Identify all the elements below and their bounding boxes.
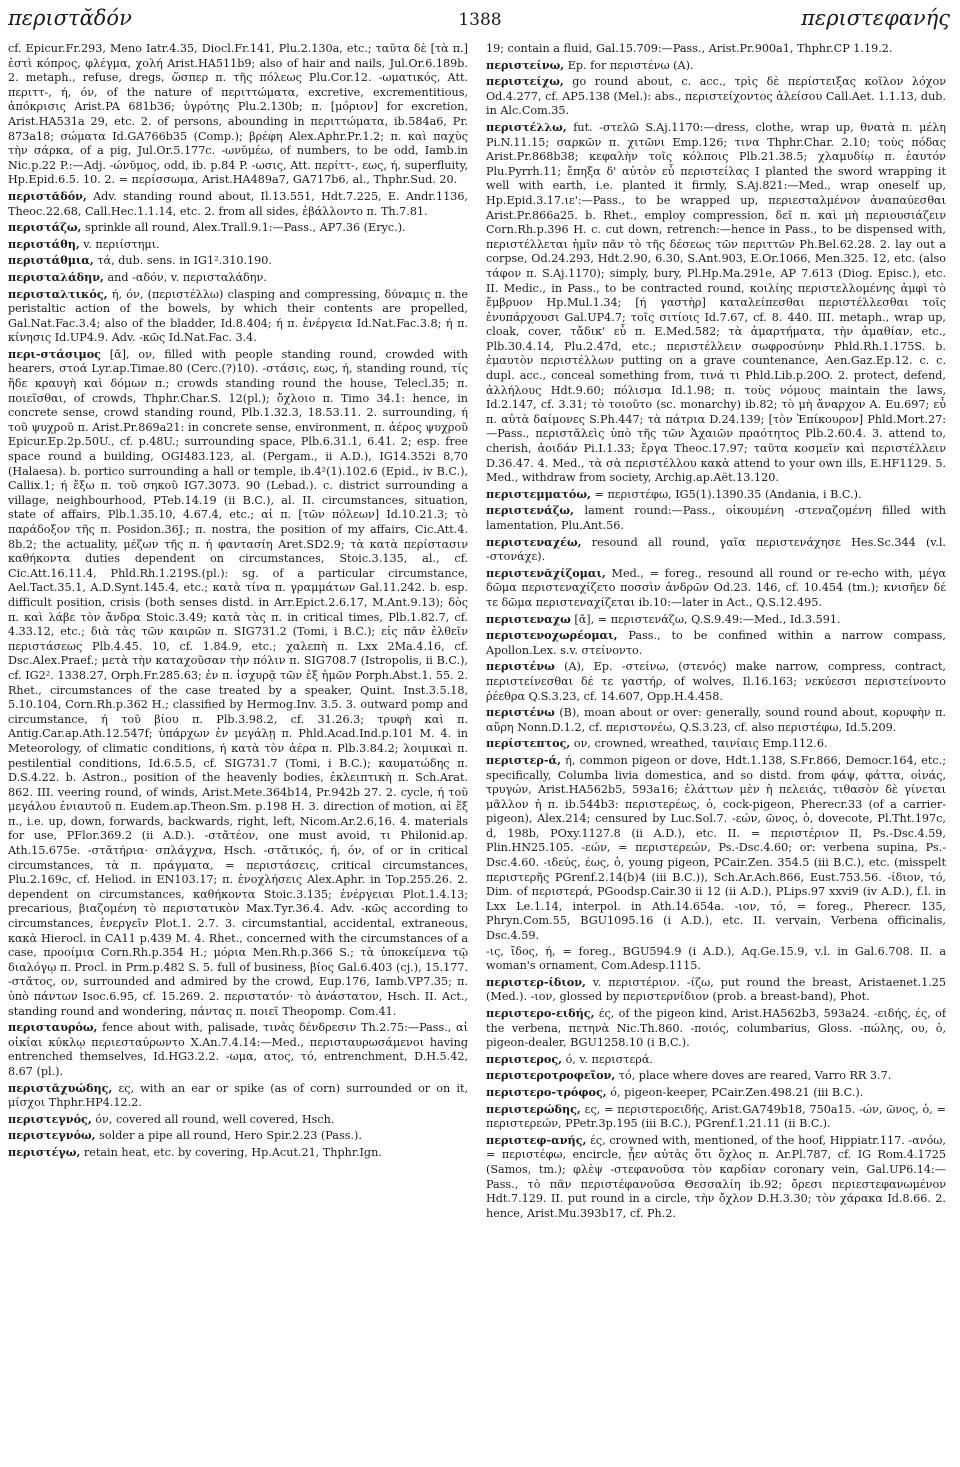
entry-headword: περιστερ-ίδιον, (486, 974, 586, 989)
dictionary-entry (8, 237, 468, 253)
dictionary-entry (486, 42, 946, 57)
entry-headword: περισταλτικός, (8, 286, 108, 301)
entry-headword: περισταυρόω, (8, 1020, 98, 1035)
dictionary-entry (486, 1085, 946, 1101)
dictionary-entry (486, 120, 946, 486)
dictionary-entry (486, 1068, 946, 1084)
dictionary-entry (8, 270, 468, 286)
dictionary-entry (486, 1052, 946, 1068)
entry-definition: (B), moan about or over: generally, sound round about, κορυφὴν π. αὔρη Nonn.D.1.2, cf. περιστονέω, Q.S.3.23, cf. also περιστέφω, Id.5.209. (486, 706, 946, 734)
dictionary-entry (486, 1102, 946, 1132)
dictionary-entry (8, 287, 468, 346)
entry-definition: [ᾰ], = περιστενάζω, Q.S.9.49:—Med., Id.3.591. (570, 612, 841, 626)
entry-definition: v. περιίστημι. (79, 237, 160, 251)
dictionary-entry (486, 975, 946, 1005)
dictionary-entry (8, 1020, 468, 1079)
dictionary-entry (486, 487, 946, 503)
entry-headword: περιστένω (486, 659, 555, 674)
entry-definition: ή, όν, (περιστέλλω) clasping and compressing, δύναμις π. the peristaltic action of the bowels, by which their contents are propelled, Gal.Nat.Fac.3.4; also of the bladder, Id.8.404; ή π. ἐνέργεια Id.Nat.Fac.3.8; ή π. κίνησις Id.UP4.9. Adv. -κῶς Id.Nat.Fac. 3.4. (8, 287, 468, 345)
entry-headword: περιστενάζω, (486, 503, 574, 518)
entry-headword: περιστεφ-ανής, (486, 1132, 587, 1147)
entry-definition: resound all round, γαῖα περιστενάχησε Hes.Sc.344 (v.l. -στονάχε). (486, 535, 946, 564)
entry-definition: (A), Ep. -στείνω, (στενός) make narrow, compress, contract, περιστείνεσθαι δέ τε γαστήρ, of wolves, Il.16.163; νεκύεσσι περιστείνοντο ῥέεθρα Q.S.3.23, cf. 14.607, Opp.H.4.458. (486, 660, 946, 703)
dictionary-entry (486, 736, 946, 752)
entry-headword: περιστένω (486, 705, 555, 720)
entry-headword: περιστεγνός, (8, 1111, 92, 1126)
entry-definition: όν, covered all round, well covered, Hsch. (91, 1112, 335, 1126)
entry-headword: περισταλάδην, (8, 269, 104, 284)
entry-definition: ες, = περιστεροειδής, Arist.GA749b18, 750a15. -ών, ῶνος, ὁ, = περιστερεών, PPetr.3p.195 (iii B.C.), PGrenf.1.21.11 (ii B.C.). (486, 1102, 946, 1131)
entry-headword: περιστᾰδόν, (8, 188, 87, 203)
entry-definition: ον, crowned, wreathed, ταινίαις Emp.112.6. (570, 737, 828, 751)
dictionary-entry (8, 253, 468, 269)
dictionary-entry (8, 1112, 468, 1128)
dictionary-entry (8, 189, 468, 219)
entry-definition: and -αδόν, v. περισταλάδην. (103, 270, 267, 284)
entry-headword: περίστεπτος, (486, 736, 571, 751)
dictionary-entry (486, 659, 946, 704)
dictionary-entry (486, 566, 946, 611)
entry-definition: Med., = foreg., resound all round or re-echo with, μέγα δῶμα περιστεναχίζετο ποσσὶν ἀνδρῶν Od.23. 146, cf. 10.454 (tm.); κνισῆεν δέ τε δῶμα περιστεναχίζεται ib.10:—later in Act., Q.S.12.495. (486, 566, 946, 609)
entry-definition: -ις, ἴδος, ή, = foreg., BGU594.9 (i A.D.), Aq.Ge.15.9, v.l. in Gal.6.708. II. a woman's ornament, Com.Adesp.1115. (486, 944, 946, 973)
entry-headword: περιστερος, (486, 1051, 563, 1066)
right-column (486, 42, 946, 1460)
entry-headword: περιστεναχω (486, 611, 571, 626)
entry-definition: ές, crowned with, mentioned, of the hoof, Hippiatr.117. -ανόω, = περιστέφω, encircle, ᾗεν αὐτὰς ὅτι ὅχλος π. Ar.Pl.787, cf. IG Rom.4.1725 (Samos, tm.); φλὲψ -στεφανοῦσα τὸν καρδίαν coronary vein, Gal.UP6.14:—Pass., τὸ πᾶν περιστέφανοῦσα Θεσσαλίη ib.92; ὄρεσι περιεστεφανωμένον Hdt.7.129. II. put round in a circle, τὴν ὄχλον D.H.3.30; τὸν χάρακα Id.8.66. 2. hence, Arist.Mu.393b17, cf. Ph.2. (486, 1133, 946, 1220)
dictionary-entry (486, 1133, 946, 1222)
entry-definition: fence about with, palisade, τινὰς δένδρεσιν Th.2.75:—Pass., αἱ οἰκίαι κύκλῳ περιεσταύρωντο X.An.7.4.14:—Med., περισταυρωσάμενοι having entrenched themselves, Id.HG3.2.2. -ωμα, ατος, τό, entrenchment, D.H.5.42, 8.67 (pl.). (8, 1021, 468, 1078)
dictionary-entry (486, 945, 946, 974)
header-left-guideword: περιστᾰδόν (8, 6, 132, 30)
left-column (8, 42, 468, 1460)
entry-definition: ή, common pigeon or dove, Hdt.1.138, S.Fr.866, Democr.164, etc.; specifically, Columba livia domestica, and so distd. from φάψ, φάττα, οἰνάς, τρυγών, Arist.HA562b5, 593a16; ἐλάττων μὲν ἡ πελειάς, τιθασὸν δὲ γίνεται μᾶλλον ἡ π. ib.544b3: περιστερέως, ὁ, cock-pigeon, Pherecr.33 (of a carrier-pigeon), Alex.214; censured by Luc.Sol.7. -εών, ῶνος, ὁ, dovecote, Pl.Tht.197c, d, 198b, POxy.1127.8 (ii A.D.), etc. II. = περιστέριον II, Ps.-Dsc.4.59, Plin.HN25.105. -εών, = περιστερεών, Ps.-Dsc.4.60; or: verbena supina, Ps.-Dsc.4.60. -ιδεύς, έως, ὁ, young pigeon, PCair.Zen. 354.5 (iii B.C.), etc. (misspelt περιστερῆς PGrenf.2.14(b)4 (iii B.C.)), Sch.Ar.Ach.866, Eust.753.56. -ίδιον, τό, Dim. of περιστερά, PGoodsp.Cair.30 ii 12 (ii A.D.), PLips.97 xxvi9 (iv A.D.), f.l. in Lxx Le.1.14, interpol. in Ath.14.654a. -ιον, τό, = foreg., Pherecr. 135, Phryn.Com.55, BGU1095.16 (i A.D.), etc. II. vervain, Verbena officinalis, Dsc.4.59. (486, 753, 946, 943)
entry-headword: περιστενᾰχίζομαι, (486, 565, 606, 580)
entry-definition: v. περιστέριον. -ίζω, put round the breast, Aristaenet.1.25 (Med.). -ιον, glossed by περιστερνίδιον (prob. a breast-band), Phot. (486, 975, 946, 1004)
entry-definition: solder a pipe all round, Hero Spir.2.23 (Pass.). (95, 1129, 362, 1143)
dictionary-entry (8, 1145, 468, 1161)
entry-headword: περιστεναχέω, (486, 534, 582, 549)
entry-headword: περιστάθμια, (8, 253, 94, 268)
dictionary-entry (486, 612, 946, 628)
dictionary-entry (486, 74, 946, 119)
entry-definition: τά, dub. sens. in IG1².310.190. (93, 254, 272, 268)
entry-definition: retain heat, etc. by covering, Hp.Acut.21, Thphr.Ign. (80, 1145, 382, 1159)
page-number: 1388 (458, 10, 502, 30)
entry-definition: sprinkle all round, Alex.Trall.9.1:—Pass., AP7.36 (Eryc.). (81, 221, 406, 235)
entry-headword: περιστάθη, (8, 236, 80, 251)
entry-headword: περιστᾰχυώδης, (8, 1080, 113, 1095)
dictionary-entry (8, 42, 468, 188)
entry-headword: περι-στάσιμος (8, 346, 101, 361)
entry-headword: περιστάζω, (8, 220, 82, 235)
entry-headword: περιστέλλω, (486, 119, 567, 134)
entry-headword: περιστεροτροφεῖον, (486, 1068, 616, 1083)
entry-headword: περιστενοχωρέομαι, (486, 628, 618, 643)
dictionary-entry (486, 58, 946, 74)
entry-definition: ό, v. περιστερά. (562, 1052, 653, 1066)
dictionary-entry (486, 503, 946, 533)
dictionary-entry (486, 628, 946, 658)
dictionary-entry (8, 1128, 468, 1144)
entry-definition: cf. Epicur.Fr.293, Meno Iatr.4.35, Diocl.Fr.141, Plu.2.130a, etc.; ταῦτα δὲ [τὰ π.] ἐστὶ κόπρος, φλέγμα, χολή Arist.HA511b9; also of hair and nails, Jul.Or.6.189b. 2. metaph., refuse, dregs, ὥσπερ π. τῆς πόλεως Plu.Cor.12. -ωματικός, Att. περιττ-, ή, όν, of the nature of περιττώματα, excretive, excrementitious, ἀπόκρισις Arist.PA 681b36; ὑγρότης Plu.2.130b; π. [μόριον] for excretion, Arist.HA531a 29, etc. 2. of persons, abounding in περιττώματα, ib.584a6, Pr. 873a18; σώματα Id.GA766b35 (Comp.); βρέφη Alex.Aphr.Pr.1.2; π. καὶ παχὺς τὴν σάρκα, of a pig, Jul.Or.5.177c. -ωνῠμέω, of numbers, to be odd, Iamb.in Nic.p.22 P.:—Adj. -ώνῠμος, odd, ib. p.84 P. -ωσις, Att. περίττ-, εως, ή, superfluity, Hp.Epid.6.5. 10. 2. = περίσσωμα, Arist.HA489a7, GA717b6, al., Thphr.Sud. 20. (8, 42, 468, 187)
entry-headword: περιστέγω, (8, 1144, 81, 1159)
entry-definition: 19; contain a fluid, Gal.15.709:—Pass., Arist.Pr.900a1, Thphr.CP 1.19.2. (486, 42, 893, 55)
dictionary-entry (486, 1006, 946, 1051)
dictionary-entry (486, 705, 946, 735)
entry-headword: περιστείνω, (486, 57, 565, 72)
page-header (0, 0, 960, 40)
entry-headword: περιστερώδης, (486, 1101, 581, 1116)
entry-definition: Pass., to be confined within a narrow compass, Apollon.Lex. s.v. στείνοντο. (486, 629, 946, 657)
entry-headword: περιστερο-τρόφος, (486, 1084, 607, 1099)
entry-definition: lament round:—Pass., οἰκουμένη -στεναζομένη filled with lamentation, Plu.Ant.56. (486, 504, 946, 532)
entry-definition: Adv. standing round about, Il.13.551, Hdt.7.225, E. Andr.1136, Theoc.22.68, Call.Hec.1.1.14, etc. 2. from all sides, ἐβάλλοντο π. Th.7.81. (8, 189, 468, 218)
dictionary-entry (486, 535, 946, 565)
entry-definition: ές, of the pigeon kind, Arist.HA562b3, 593a24. -ειδής, ές, of the verbena, πετηνὰ Nic.Th.860. -ποιός, columbarius, Gloss. -πώλης, ου, ὁ, pigeon-dealer, BGU1258.10 (i B.C.). (486, 1007, 946, 1050)
entry-headword: περιστερ-ά, (486, 752, 562, 767)
header-right-guideword: περιστεφανής (801, 6, 950, 30)
entry-definition: go round about, c. acc., τρὶς δὲ περίστειξας κοῖλον λόχον Od.4.277, cf. AP5.138 (Mel.): abs., περιστείχοντος ἀλείσου Call.Aet. 1.1.13, dub. in Alc.Com.35. (486, 75, 946, 118)
entry-headword: περιστείχω, (486, 74, 564, 89)
entry-headword: περιστερο-ειδής, (486, 1006, 595, 1020)
entry-headword: περιστεγνόω, (8, 1128, 96, 1143)
dictionary-entry (8, 220, 468, 236)
entry-definition: ό, pigeon-keeper, PCair.Zen.498.21 (iii B.C.). (606, 1085, 864, 1099)
dictionary-entry (486, 753, 946, 944)
entry-definition: = περιστέφω, IG5(1).1390.35 (Andania, i B.C.). (590, 487, 862, 501)
dictionary-entry (8, 1081, 468, 1111)
entry-headword: περιστεμματόω, (486, 486, 591, 501)
entry-definition: Ep. for περιστένω (A). (564, 58, 694, 72)
dictionary-entry (8, 347, 468, 1019)
entry-definition: ες, with an ear or spike (as of corn) surrounded or on it, μίσχοι Thphr.HP4.12.2. (8, 1081, 468, 1110)
entry-definition: τό, place where doves are reared, Varro RR 3.7. (615, 1069, 892, 1083)
entry-definition: [ᾰ], ον, filled with people standing round, crowded with hearers, στοά Lyr.ap.Timae.80 (Cerc.(?)10). -στάσις, εως, ή, standing round, τίς ἥδε κραυγὴ καὶ δόμων π.; crowds standing round the house, Telecl.35; π. ποιεῖσθαι, of crowds, Thphr.Char.S. 12(pl.); ὄχλοιο π. Timo 34.1: hence, in concrete sense, crowd standing round, Plb.1.32.3, 18.53.11. 2. surrounding, ή τοῦ ψυχροῦ π. Arist.Pr.869a21: in concrete sense, environment, π. ἀέρος ψυχροῦ Epicur.Ep.2p.50U., cf. p.48U.; surrounding space, Plb.6.31.1, 6.41. 2; esp. free space round a building, OGI483.123, al. (Pergam., ii A.D.), IG14.352i 8,70 (Halaesa). b. portico surrounding a hall or temple, ib.4²(1).102.6 (Epid., iv B.C.), Callix.1; ή ἔξω π. τοῦ σηκοῦ IG7.3073. 90 (Lebad.). c. district surrounding a village, neighbourhood, PTeb.14.19 (ii B.C.), al. II. circumstances, situation, state of affairs, Plb.1.35.10, 4.67.4, etc.; αἱ π. [τῶν πόλεων] Id.10.21.3; τὸ παράδοξον τῆς π. Posidon.36J.; π. nostra, the position of my affairs, Cic.Att.4. 8b.2; the actuality, μέζων τῆς π. ή φαντασίη Aret.SD2.9; τὰ κατὰ περίστασιν καθήκοντα duties dependent on circumstances, Stoic.3.135, al., cf. Cic.Att.16.11.4, Phld.Rh.1.219S.(pl.): sg. of a particular circumstance, Ael.Tact.35.1, A.D.Synt.145.4, etc.; κατὰ τίνα π. γραμμάτων Gal.11.242. b. esp. difficult position, crisis (both senses distd. in Arr.Epict.2.6.17, M.Ant.9.13); δὸς π. καὶ λάβε τὸν ἄνδρα Stoic.3.49; κατὰ τὰς π. in critical times, Plb.1.82.7, cf. 4.33.12, etc.; διὰ τὰς τῶν καιρῶν π. SIG731.2 (Tomi, i B.C.); εἰς πᾶν ἐλθεῖν περιστάσεως Plb.4.45. 10, cf. 1.84.9, etc.; χαλεπὴ π. Lxx 2Ma.4.16, cf. Dsc.Alex.Praef.; μετὰ τὴν καταχοῦσαν τὴν πόλιν π. SIG708.7 (Istropolis, ii B.C.), cf. IG2². 1338.27, Orph.Fr.285.63; ἐν π. ἰσχυρᾷ τῶν ἐξ ἡμῶν Porph.Abst.1. 55. 2. Rhet., circumstances of the case treated by a speaker, Quint. Inst.3.5.18, 5.10.104, Corn.Rh.p.362 H.; classified by Hermog.Inv. 3.5. 3. outward pomp and circumstance, ή τοῦ βίου π. Plb.3.98.2, cf. 31.26.3; τρυφὴ καὶ π. Antig.Car.ap.Ath.12.547f; ὑπάρχων ἐν μεγάλῃ π. Phld.Acad.Ind.p.101 M. 4. in Meteorology, of climatic conditions, ή κατὰ τὸν ἀέρα π. Plb.3.84.2; λοιμικαὶ π. pestilential conditions, Id.6.5.5, cf. SIG731.7 (Tomi, i B.C.); καυματώδης π. D.S.4.22. b. Astron., position of the heavenly bodies, ἐκλειπτικὴ π. Sch.Arat. 862. III. veering round, of winds, Arist.Mete.364b14, Pr.942b 27. 2. cycle, ή τοῦ μεγάλου ἐνιαυτοῦ π. Eudem.ap.Theon.Sm. p.198 H. 3. direction of motion, αἱ ἕξ π., i.e. up, down, forwards, backwards, right, left, Nicom.Ar.2.6,16. 4. materials for use, PFlor.369.2 (ii A.D.). -στᾰτέον, one must avoid, τι Philonid.ap. Ath.15.675e. -στᾰτήρια· σπλάγχνα, Hsch. -στᾰτικός, ή, όν, of or in critical circumstances, τὰ π. πράγματα, = περιστάσεις, critical circumstances, Plu.2.169c, cf. Heliod. in EN103.17; π. ἐνοχλήσεις Alex.Aphr. in Top.255.26. 2. dependent on circumstances, καθήκοντα Stoic.3.135; ἐνέργειαι Plot.1.4.13; precarious, βιαζομένη τὸ περιστατικὸν Max.Tyr.36.4. Adv. -κῶς according to circumstances, ἐνεργεῖν Plot.1. 2.7. 3. circumstantial, accidental, extraneous, κακὰ Hierocl. in CA11 p.439 M. 4. Rhet., concerned with the circumstances of a case, προοίμια Corn.Rh.p.354 H.; μόρια Men.Rh.p.366 S.; τὰ ὑποκείμενα τῷ διαλόγῳ π. Procl. in Prm.p.482 S. 5. full of business, βίος Gal.6.403 (cj.), 15.177. -στᾰτος, ον, surrounded and admired by the crowd, Eup.176, Iamb.VP7.35; π. ὑπὸ πάντων Isoc.6.95, cf. 15.269. 2. περιστατόν· τὸ ἀνάστατον, Hsch. II. Act., standing round and wondering, πάντας π. ποιεῖ Theopomp. Com.41. (8, 347, 468, 1018)
entry-definition: fut. -στελῶ S.Aj.1170:—dress, clothe, wrap up, θνατὰ π. μέλη Pi.N.11.15; σαρκῶν π. χιτῶνι Emp.126; τινα Thphr.Char. 2.10; τοὺς πόδας Arist.Pr.868b38; κεφαλὴν τοῖς κόλποις Plb.21.38.5; χλαμυδίῳ π. ἑαυτόν Plu.Pyrrh.11; ἔπηξα δ' αὐτὸν εὖ περιστείλας I planted the sword wrapping it well with earth, i.e. planted it firmly, S.Aj.821:—Med., wrap oneself up, Hp.Epid.3.17.ιε':—Pass., to be wrapped up, περιεσταλμένον ἀναπαύεσθαι Arist.Pr.866a25. b. Rhet., employ compression, δεῖ π. καὶ μὴ περιουσιάζειν Corn.Rh.p.396 H. c. cut down, retrench:—hence in Pass., to be dispensed with, περιστέλλεται ἡμῖν πᾶν τὸ τῆς δέσεως τῶν περιττῶν Ph.Bel.62.28. 2. lay out a corpse, Od.24.293, Hdt.2.90, 6.30, S.Ant.903, E.Or.1066, Men.325. 12, etc. (also τάφον π. S.Aj.1170); simply, bury, Pl.Hp.Ma.291e, AP 7.613 (Diog. Episc.), etc. II. Medic., in Pass., to be contracted round, κοιλίης περιστελλομένης ἀμφὶ τὸ ἔμβρυον Hp.Mul.1.34; [ή γαστὴρ] καταλείπεσθαι περιστέλλεσθαι τοῖς ἐνυπάρχουσι Gal.UP4.7; τοῖς σιτίοις Id.7.67, cf. 8. 440. III. metaph., wrap up, cloak, cover, τἄδικ' εὖ π. E.Med.582; τὰ ἁμαρτήματα, τὴν ἀμαθίαν, etc., Plb.30.4.14, Plu.2.47d, etc.; περιστέλλειν σωφροσύνην Phld.Rh.1.175S. b. ἐμαυτὸν περιστέλλων putting on a grave countenance, Aen.Gaz.Ep.12. c. c. dupl. acc., conceal something from, τινά τι Phld.Lib.p.20O. 2. protect, defend, ἀλλήλους Hdt.9.60; πόλισμα Id.1.98; π. τοὺς νόμους maintain the laws, Id.2.147, cf. 3.31; τὸ τοιοῦτο (sc. monarchy) ib.82; τὸ μὴ ἄναρχον A. Eu.697; εὖ π. αὐτὰ δαίμονες S.Ph.447; τὰ πάτρια D.24.139; [τὸν Ἐπίκουρον] Phld.Mort.27:—Pass., περιστᾰλεὶς ὑπὸ τῆς τῶν Ἀχαιῶν πραότητος Plb.2.60.4. 3. attend to, cherish, ἀοιδάν Pi.I.1.33; ἔργα Theoc.17.97; ταῦτα κοσμεῖν καὶ περιστέλλειν D.36.47. 4. Med., τὰ σὰ περιστέλλου κακὰ attend to your own ills, E.HF1129. 5. Med., withdraw from society, Archig.ap.Aët.13.120. (486, 120, 946, 485)
